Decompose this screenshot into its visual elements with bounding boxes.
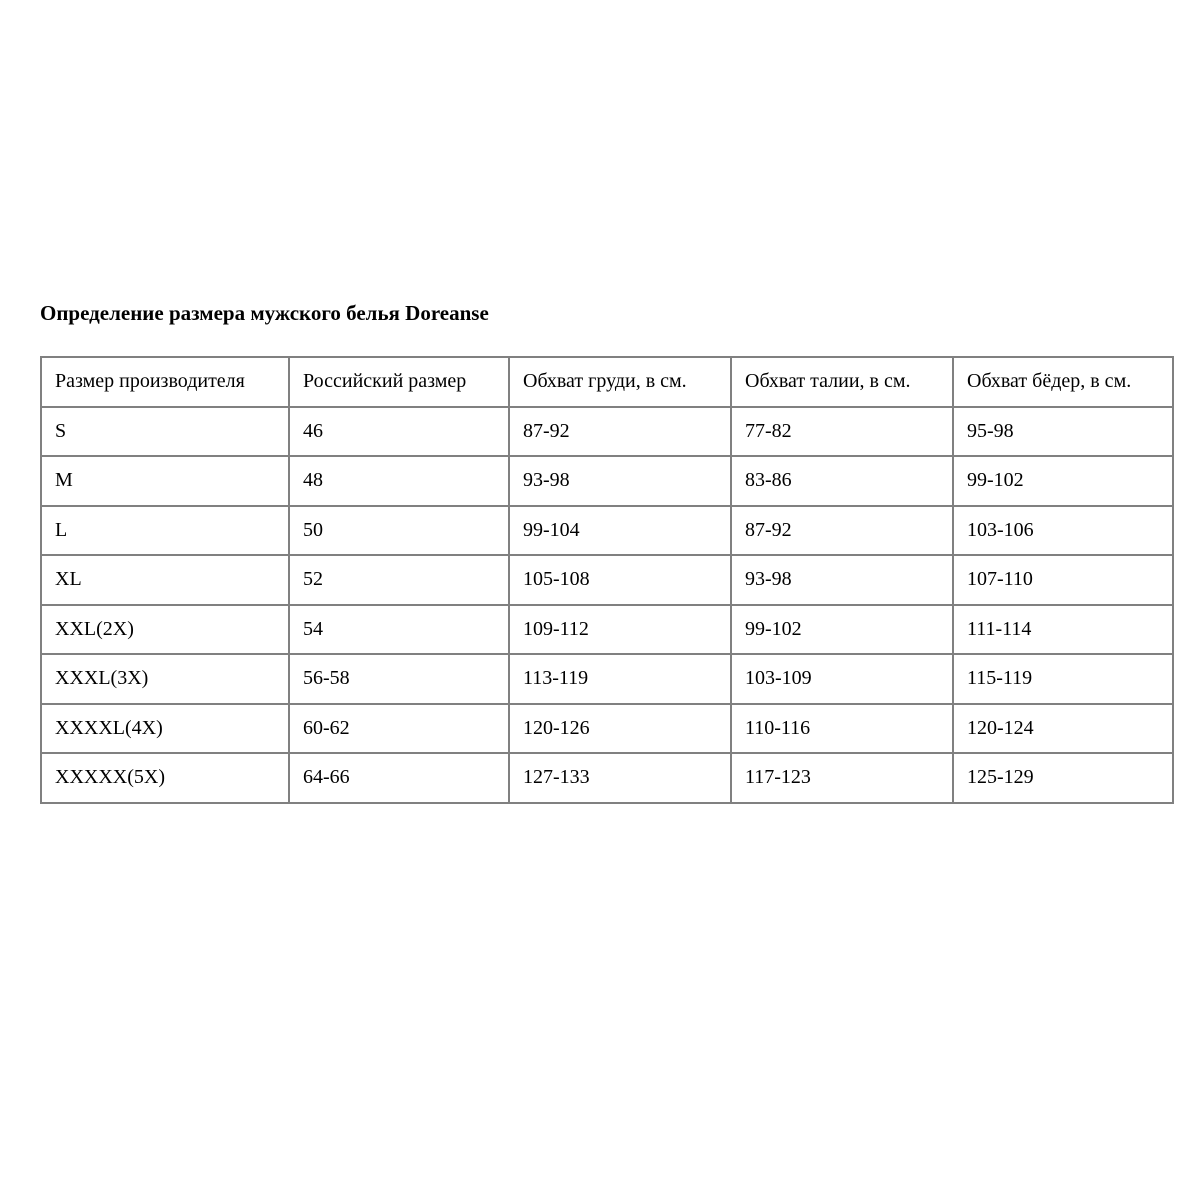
table-cell: 109-112 xyxy=(509,605,731,655)
table-cell: 52 xyxy=(289,555,509,605)
table-cell: 103-106 xyxy=(953,506,1173,556)
table-cell: 95-98 xyxy=(953,407,1173,457)
table-cell: XL xyxy=(41,555,289,605)
table-row xyxy=(41,605,1173,655)
table-cell: 83-86 xyxy=(731,456,953,506)
table-cell: 87-92 xyxy=(509,407,731,457)
table-cell: 56-58 xyxy=(289,654,509,704)
table-cell: 103-109 xyxy=(731,654,953,704)
table-cell: 111-114 xyxy=(953,605,1173,655)
table-cell: 93-98 xyxy=(509,456,731,506)
table-row xyxy=(41,407,1173,457)
table-cell: XXXL(3X) xyxy=(41,654,289,704)
table-cell: 60-62 xyxy=(289,704,509,754)
table-cell: 46 xyxy=(289,407,509,457)
table-row xyxy=(41,654,1173,704)
table-row xyxy=(41,753,1173,803)
header-row xyxy=(41,357,1173,407)
table-cell: 64-66 xyxy=(289,753,509,803)
table-row xyxy=(41,456,1173,506)
table-cell: 127-133 xyxy=(509,753,731,803)
table-cell: 54 xyxy=(289,605,509,655)
table-cell: 117-123 xyxy=(731,753,953,803)
column-header: Российский размер xyxy=(289,357,509,407)
table-cell: 48 xyxy=(289,456,509,506)
table-cell: 120-124 xyxy=(953,704,1173,754)
table-cell: XXXXX(5X) xyxy=(41,753,289,803)
table-cell: 125-129 xyxy=(953,753,1173,803)
table-cell: 50 xyxy=(289,506,509,556)
column-header: Обхват талии, в см. xyxy=(731,357,953,407)
table-cell: L xyxy=(41,506,289,556)
table-cell: 99-102 xyxy=(953,456,1173,506)
column-header: Обхват бёдер, в см. xyxy=(953,357,1173,407)
table-cell: 115-119 xyxy=(953,654,1173,704)
table-cell: 99-102 xyxy=(731,605,953,655)
table-cell: XXL(2X) xyxy=(41,605,289,655)
table-cell: 99-104 xyxy=(509,506,731,556)
size-table xyxy=(40,356,1174,804)
table-cell: 107-110 xyxy=(953,555,1173,605)
table-cell: 105-108 xyxy=(509,555,731,605)
table-row xyxy=(41,506,1173,556)
table-cell: 113-119 xyxy=(509,654,731,704)
column-header: Обхват груди, в см. xyxy=(509,357,731,407)
table-row xyxy=(41,555,1173,605)
table-body xyxy=(41,407,1173,803)
table-row xyxy=(41,704,1173,754)
table-cell: 120-126 xyxy=(509,704,731,754)
page-title: Определение размера мужского белья Doreanse xyxy=(40,301,489,325)
table-cell: XXXXL(4X) xyxy=(41,704,289,754)
table-cell: 77-82 xyxy=(731,407,953,457)
table-cell: 93-98 xyxy=(731,555,953,605)
table-cell: S xyxy=(41,407,289,457)
table-cell: M xyxy=(41,456,289,506)
table-cell: 110-116 xyxy=(731,704,953,754)
table-cell: 87-92 xyxy=(731,506,953,556)
column-header: Размер производителя xyxy=(41,357,289,407)
